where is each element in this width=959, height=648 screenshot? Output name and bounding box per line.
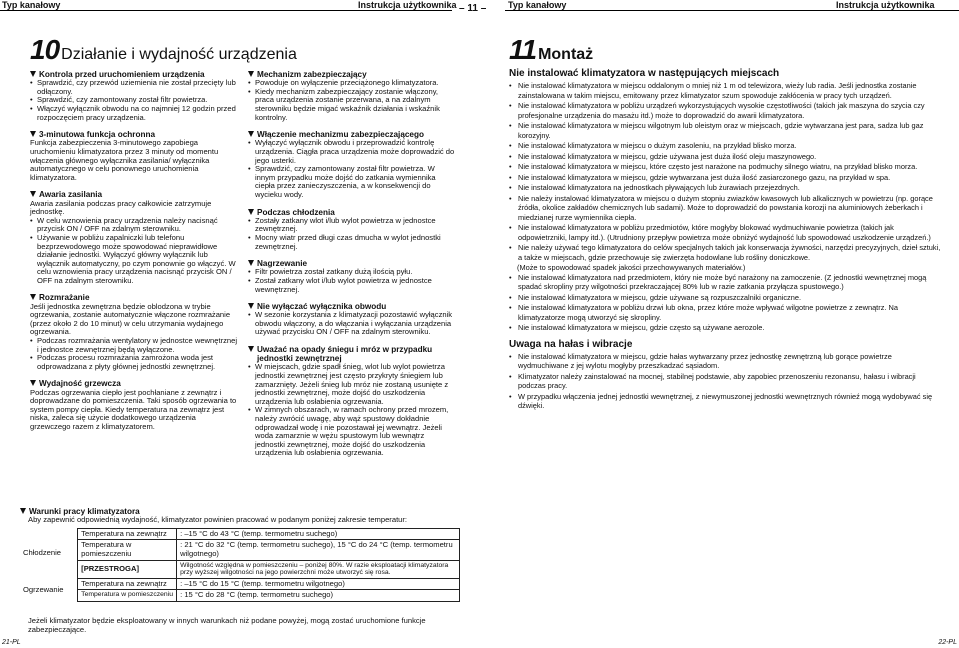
bullet-list [248, 79, 456, 122]
triangle-icon [248, 260, 254, 266]
cell-label: Temperatura na zewnątrz [78, 578, 177, 590]
header-rule-right [505, 10, 959, 11]
cell-value: : 15 °C do 28 °C (temp. termometru suchego) [177, 590, 460, 602]
section-title: Wydajność grzewcza [39, 379, 121, 389]
header-right-doc: Instrukcja użytkownika [836, 0, 935, 10]
list-item: • Nie instalować klimatyzatora na jednostkach pływających lub żurawiach przejezdnych. [509, 183, 941, 193]
bullet-list [248, 139, 456, 199]
table-row [20, 560, 460, 578]
bullet-list [30, 337, 238, 371]
footer-page-left: 21-PL [2, 639, 21, 646]
list-item: • Nie instalować klimatyzatora w pobliżu urządzeń wykorzystujących wysokie częstotliwości (takich jak maszyna do szycia czy profesjonalne urządzenia do masażu itd.) może to doprowadzić do awarii klimatyzatora. [509, 101, 941, 120]
section [248, 302, 456, 337]
header-rule-left [0, 10, 452, 11]
list-item: • Kiedy mechanizm zabezpieczający zostanie włączony, praca urządzenia zostanie przerwana, a na zdalnym sterowniku będzie migać wskaźnik działania i wskaźnik kontrolny. [248, 88, 456, 122]
chapter-11-heading [509, 34, 593, 66]
list-item: • Nie instalować klimatyzatora w miejscu, gdzie wytwarzana jest duża ilość zasiarczonego gazu, na przykład w spa. [509, 173, 941, 183]
column-middle [248, 70, 456, 466]
bullet-list [248, 217, 456, 251]
operating-conditions-title: Warunki pracy klimatyzatora [29, 507, 140, 516]
chapter-11-number: 11 [509, 34, 537, 65]
list-item: • Sprawdzić, czy zamontowany został filtr powietrza. W innym przypadku może dojść do zatkania wymiennika ciepła przez zanieczyszczenia, a w konsekwencji do wycieku wody. [248, 165, 456, 199]
list-note: (Może to spowodować spadek jakości przechowywanych materiałów.) [517, 263, 746, 272]
list-item: • Nie instalować klimatyzatora w miejscu, gdzie często są używane aerozole. [509, 323, 941, 333]
cell-value: : –15 °C do 15 °C (temp. termometru wilgotnego) [177, 578, 460, 590]
caution-label: [PRZESTROGA] [78, 560, 177, 578]
group-heating: Ogrzewanie [23, 584, 64, 594]
list-item: • W miejscach, gdzie spadł śnieg, wlot lub wylot powietrza jednostki zewnętrznej jest często przykryty śniegiem lub zamarznięty. Jeżeli śnieg lub mróz nie zostaną usunięte z jednostki zewnętrznej, może dojść do uszkodzenia urządzenia lub osłabienia ogrzewania. [248, 363, 456, 406]
chapter-11-title: Montaż [538, 46, 594, 63]
cell-label: Temperatura w pomieszczeniu [78, 540, 177, 560]
list-item: • Włączyć wyłącznik obwodu na co najmniej 12 godzin przed rozpoczęciem pracy urządzenia. [30, 105, 238, 122]
section-title: Uważać na opady śniegu i mróz w przypadku jednostki zewnętrznej [257, 345, 433, 364]
table-row [20, 528, 460, 540]
operating-conditions-footer: Jeżeli klimatyzator będzie eksploatowany w innych warunkach niż podane powyżej, mogą zostać uruchomione funkcje zabezpieczające. [28, 616, 426, 634]
section-heading [248, 345, 456, 363]
footer-page-right: 22-PL [938, 639, 957, 646]
list-item: • Sprawdzić, czy przewód uziemienia nie został przecięty lub odłączony. [30, 79, 238, 96]
chapter-10-title: Działanie i wydajność urządzenia [61, 46, 297, 63]
operating-conditions-intro: Aby zapewnić odpowiednią wydajność, klimatyzator powinien pracować w podanym poniżej zakresie temperatur: [28, 515, 408, 525]
chapter-10-number: 10 [30, 34, 60, 65]
list-item: • W zimnych obszarach, w ramach ochrony przed mrozem, należy zwrócić uwagę, aby wąż spustowy dokładnie odprowadzał wodę i nie pozostawał jej wewnątrz. Jeżeli woda zamarznie w wężu spustowym lub wewnątrz jednostki zewnętrznej, może dojść do uszkodzenia urządzenia lub osłabienia ogrzewania. [248, 406, 456, 458]
section-text: Jeśli jednostka zewnętrzna będzie oblodzona w trybie ogrzewania, zostanie automatycznie włączone rozmrażanie (przez około 2 do 10 minut) w celu utrzymania wydajnego ogrzewania. [30, 301, 231, 337]
section-title: Nagrzewanie [257, 259, 308, 269]
section [30, 130, 238, 182]
list-item: • Nie instalować klimatyzatora w miejscu o dużym zasoleniu, na przykład blisko morza. [509, 141, 941, 151]
section [248, 208, 456, 252]
install-locations-list [509, 81, 941, 333]
section-title: Awaria zasilania [39, 190, 103, 200]
triangle-icon [248, 71, 254, 77]
group-cooling: Chłodzenie [23, 547, 61, 557]
section-text: Podczas ogrzewania ciepło jest pochłaniane z zewnątrz i doprowadzane do pomieszczenia. Taki sposób ogrzewania to system pompy ciepła. Kiedy temperatura na zewnątrz jest niska, zaleca się użycie dodatkowego urządzenia grzewczego razem z klimatyzatorem. [30, 387, 237, 432]
cell-value: Wilgotność względna w pomieszczeniu – poniżej 80%. W razie eksploatacji klimatyzatora przy wyższej wilgotności na jego powierzchni może utworzyć się rosa. [177, 560, 460, 578]
installation-section [509, 68, 941, 412]
section [248, 70, 456, 122]
section [30, 379, 238, 431]
bullet-list [248, 268, 456, 294]
list-item: • Podczas rozmrażania wentylatory w jednostce wewnętrznej i jednostce zewnętrznej będą wyłączone. [30, 337, 238, 354]
list-item: • Nie instalować klimatyzatora w miejscu wilgotnym lub oleistym oraz w miejscach, gdzie wytwarzana jest para, sadza lub gaz korozyjny. [509, 121, 941, 140]
chapter-10-heading [30, 34, 297, 66]
cell-value: : 21 °C do 32 °C (temp. termometru suchego), 15 °C do 24 °C (temp. termometru wilgotnego) [177, 540, 460, 560]
list-item: • Powoduje on wyłączenie przeciążonego klimatyzatora. [248, 79, 456, 88]
header-left-doc: Instrukcja użytkownika [358, 0, 457, 10]
section-text: Awaria zasilania podczas pracy całkowicie zatrzymuje jednostkę. [30, 198, 212, 217]
list-item: • W przypadku włączenia jednej jednostki wewnętrznej, z niewymuszonej jednostki wewnętrznych równieź mogą wydobywać się dźwięki. [509, 392, 941, 411]
list-item: • Nie instalować klimatyzatora w pobliżu przedmiotów, które mogłyby blokować wydmuchiwanie powietrza (takich jak odpowietrzniki, lampy itd.). (Utrudniony przepływ powietrza może obniżyć wydajność lub spowodować uszkodzenie urządzeń.) [509, 223, 941, 242]
section-title: Włączenie mechanizmu zabezpieczającego [257, 130, 424, 140]
section-title: Rozmrażanie [39, 293, 90, 303]
header-left-title: Typ kanałowy [2, 0, 61, 10]
bullet-list [248, 363, 456, 458]
cell-label: Temperatura na zewnątrz [78, 528, 177, 540]
section [248, 130, 456, 199]
section-title: Nie wyłączać wyłącznika obwodu [257, 302, 387, 312]
list-item: • Nie instalować klimatyzatora w miejscu, które często jest narażone na podmuchy silnego wiatru, na przykład blisko morza. [509, 162, 941, 172]
section-title: 3-minutowa funkcja ochronna [39, 130, 156, 140]
cell-value: : –15 °C do 43 °C (temp. termometru suchego) [177, 528, 460, 540]
triangle-icon [248, 303, 254, 309]
section-text: Funkcja zabezpieczenia 3-minutowego zapobiega uruchomieniu klimatyzatora przez 3 minuty od momentu włączenia głównego wyłącznika zasilania/ wyłącznika automatycznego w celu ponownego uruchomienia klimatyzatora. [30, 138, 219, 182]
list-item: • Nie instalować klimatyzatora w miejscu, gdzie używane są rozpuszczalniki organiczne. [509, 293, 941, 303]
table-row [20, 540, 460, 560]
section [30, 70, 238, 122]
bullet-list [30, 217, 238, 286]
triangle-icon [30, 191, 36, 197]
triangle-icon [30, 131, 36, 137]
triangle-icon [248, 346, 254, 352]
triangle-icon [248, 209, 254, 215]
triangle-icon [20, 508, 26, 514]
list-item: • Mocny wiatr przed długi czas dmucha w wylot jednostki zewnętrznej. [248, 234, 456, 251]
triangle-icon [30, 71, 36, 77]
column-left [30, 70, 238, 440]
page-number: – 11 – [459, 3, 487, 14]
bullet-list [30, 79, 238, 122]
list-item: • Zostały zatkany wlot i/lub wylot powietrza w jednostce zewnętrznej. [248, 217, 456, 234]
table-row [20, 590, 460, 602]
list-item: • W sezonie korzystania z klimatyzacji pozostawić wyłącznik obwodu włączony, a do włączania i wyłączania urządzenia używać przycisku ON / OFF na zdalnym sterowniku. [248, 311, 456, 337]
section-title: Kontrola przed uruchomieniem urządzenia [39, 70, 205, 79]
list-item: • Nie należy używać tego klimatyzatora do celów specjalnych takich jak konserwacja żywności, narzędzi precyzyjnych, dzieł sztuki, a także w miejscach, gdzie przechowuje się zwierzęta hodowlane lub rośliny doniczkowe. [509, 243, 941, 262]
list-item: • Został zatkany wlot i/lub wylot powietrza w jednostce wewnętrznej. [248, 277, 456, 294]
section [248, 345, 456, 458]
list-item: • Nie instalować klimatyzatora w miejscu, gdzie hałas wytwarzany przez jednostkę zewnętrzną lub gorące powietrze wydmuchiwane z jej wylotu mogłyby przeszkadzać sąsiadom. [509, 352, 941, 371]
list-item: • Nie instalować klimatyzatora w miejscu oddalonym o mniej niż 1 m od telewizora, wieży lub radia. Jeśli jednostka zostanie zainstalowana w takim miejscu, emitowany przez klimatyzator szum spowoduje zakłócenia w pracy tych urządzeń. [509, 81, 941, 100]
list-item: • Podczas procesu rozmrażania zamrożona woda jest odprowadzana z płyty głównej jednostki zewnętrznej. [30, 354, 238, 371]
section-title: Mechanizm zabezpieczający [257, 70, 367, 79]
section-title: Podczas chłodzenia [257, 207, 335, 217]
list-item: • Sprawdzić, czy zamontowany został filtr powietrza. [30, 96, 238, 105]
list-item: • Klimatyzator należy zainstalować na mocnej, stabilnej podstawie, aby zapobiec przenoszeniu rezonansu, hałasu i wibracji podczas pracy. [509, 372, 941, 391]
operating-conditions [20, 507, 460, 634]
list-item: • Wyłączyć wyłącznik obwodu i przeprowadzić kontrolę urządzenia. Ciągła praca urządzenia może doprowadzić do jego usterki. [248, 139, 456, 165]
noise-list [509, 352, 941, 411]
install-locations-heading: Nie instalować klimatyzatora w następujących miejscach [509, 68, 780, 79]
table-row [20, 578, 460, 590]
triangle-icon [30, 294, 36, 300]
section [30, 190, 238, 285]
header-right-title: Typ kanałowy [508, 0, 567, 10]
section [30, 293, 238, 371]
list-item: • Filtr powietrza został zatkany dużą ilością pyłu. [248, 268, 456, 277]
triangle-icon [248, 131, 254, 137]
triangle-icon [30, 380, 36, 386]
list-item: • Nie instalować klimatyzatora w pobliżu drzwi lub okna, przez które może wpływać wilgotne powietrze z zewnątrz. Na klimatyzatorze mogą utworzyć się skropliny. [509, 303, 941, 322]
list-item: • Nie instalować klimatyzatora w miejscu, gdzie używana jest duża ilość oleju maszynowego. [509, 152, 941, 162]
list-item: • Nie należy instalować klimatyzatora w miejscu o dużym stopniu zwiazków kwasowych lub alkalicznych w powietrzu (np. gorące źródła, okolice zakładów chemicznych lub sadami). Może to doprowadzić do powstania korozji na aluminiowych żeberkach i miedzianej rurze wymiennika ciepła. [509, 194, 941, 223]
list-item: • Nie instalować klimatyzatora nad przedmiotem, który nie może być narażony na zamoczenie. (Z jednostki wewnętrznej mogą spadać skropliny przy wilgotności przekraczającej 80% lub w razie zatkania przyłącza spustowego.) [509, 273, 941, 292]
list-item: • W celu wznowienia pracy urządzenia należy nacisnąć przycisk ON / OFF na zdalnym sterowniku. [30, 217, 238, 234]
conditions-table [20, 528, 460, 602]
noise-heading: Uwaga na hałas i wibracje [509, 338, 633, 350]
section [248, 259, 456, 294]
bullet-list [248, 311, 456, 337]
list-item: • Używanie w pobliżu zapalniczki lub telefonu bezprzewodowego może spowodować nieprawidłowe działanie jednostki. Wyłączyć główny wyłącznik lub wyłącznik automatyczny, po czym ponownie go włączyć. W celu wznowienia pracy urządzenia nacisnąć przycisk ON / OFF na zdalnym sterowniku. [30, 234, 238, 286]
cell-label: Temperatura w pomieszczeniu [78, 590, 177, 602]
